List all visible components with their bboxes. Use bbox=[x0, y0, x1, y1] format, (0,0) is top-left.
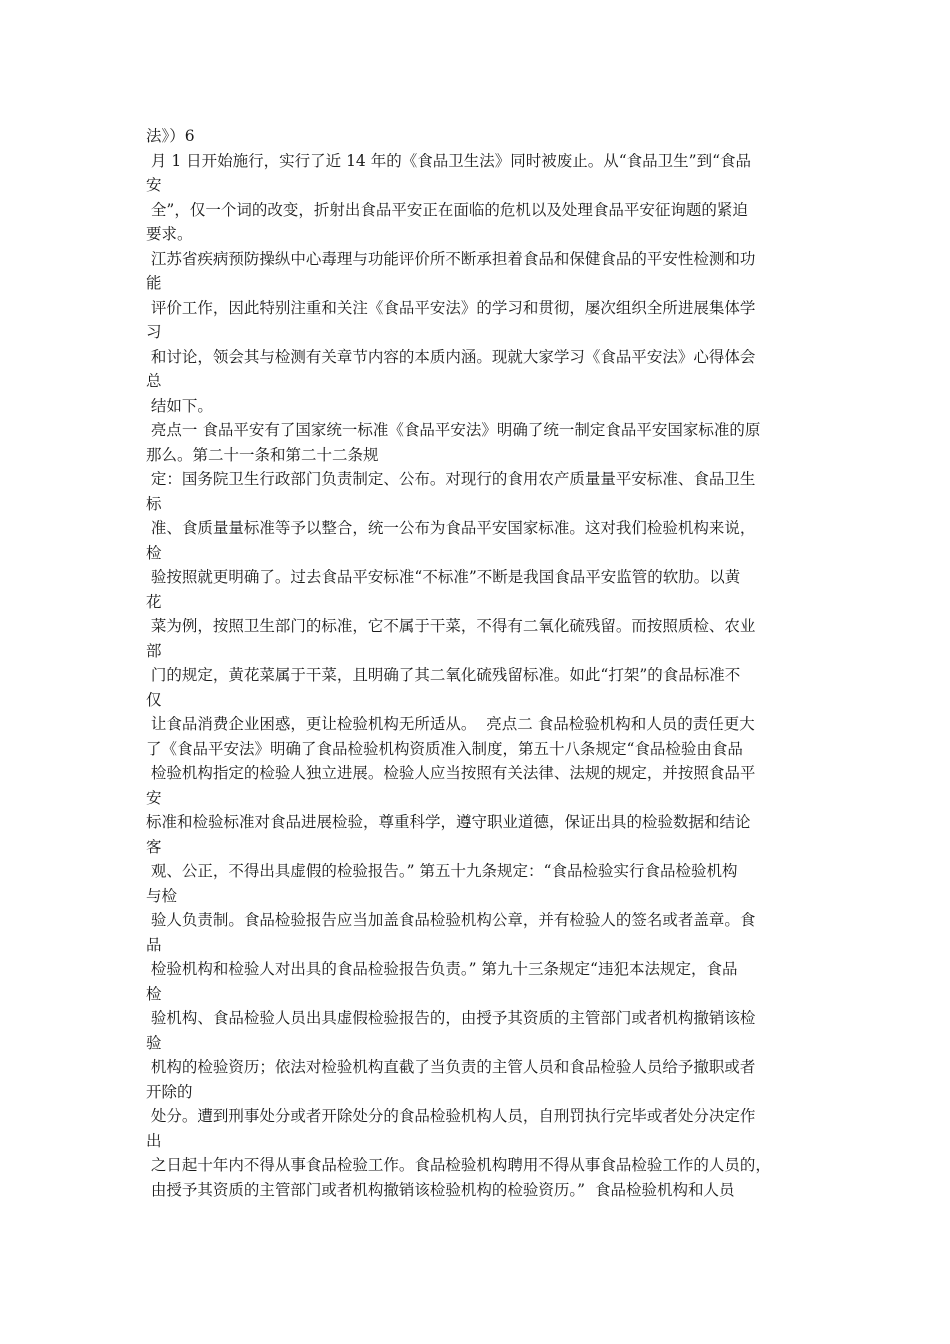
text-line: 验 bbox=[146, 1033, 162, 1052]
text-line: 习 bbox=[146, 323, 162, 341]
text-line: 部 bbox=[146, 641, 162, 660]
text-line: 准、食质量量标准等予以整合，统一公布为食品平安国家标准。这对我们检验机构来说， bbox=[146, 519, 756, 537]
text-line: 验机构、食品检验人员出具虚假检验报告的，由授予其资质的主管部门或者机构撤销该检 bbox=[146, 1009, 756, 1027]
text-line: 那么。第二十一条和第二十二条规 bbox=[146, 445, 379, 464]
text-line: 检 bbox=[146, 543, 162, 562]
text-line: 让食品消费企业困惑，更让检验机构无所适从。 亮点二 食品检验机构和人员的责任更大 bbox=[146, 715, 755, 733]
text-line: 与检 bbox=[146, 886, 178, 905]
text-line: 品 bbox=[146, 935, 162, 954]
text-line: 和讨论，领会其与检测有关章节内容的本质内涵。现就大家学习《食品平安法》心得体会 bbox=[146, 347, 756, 366]
text-line: 能 bbox=[146, 274, 162, 292]
text-line: 结如下。 bbox=[146, 396, 213, 415]
text-line: 花 bbox=[146, 592, 162, 611]
text-line: 仅 bbox=[146, 690, 162, 709]
text-line: 门的规定，黄花菜属于干菜，且明确了其二氧化硫残留标准。如此“打架”的食品标准不 bbox=[146, 666, 741, 684]
text-line: 之日起十年内不得从事食品检验工作。食品检验机构聘用不得从事食品检验工作的人员的， bbox=[146, 1156, 771, 1174]
text-line: 江苏省疾病预防操纵中心毒理与功能评价所不断承担着食品和保健食品的平安性检测和功 bbox=[146, 249, 756, 268]
text-line: 标准和检验标准对食品进展检验，尊重科学，遵守职业道德，保证出具的检验数据和结论 bbox=[146, 813, 751, 831]
text-line: 检验机构指定的检验人独立进展。检验人应当按照有关法律、法规的规定，并按照食品平 bbox=[146, 764, 756, 782]
text-line: 亮点一 食品平安有了国家统一标准《食品平安法》明确了统一制定食品平安国家标准的原 bbox=[146, 421, 761, 439]
text-line: 要求。 bbox=[146, 225, 193, 243]
text-line: 观、公正，不得出具虚假的检验报告。” 第五十九条规定：“食品检验实行食品检验机构 bbox=[146, 862, 738, 880]
text-line: 验按照就更明确了。过去食品平安标准“不标准”不断是我国食品平安监管的软肋。以黄 bbox=[146, 568, 741, 586]
body-text bbox=[146, 124, 816, 1202]
text-line: 安 bbox=[146, 788, 162, 807]
text-line: 评价工作，因此特别注重和关注《食品平安法》的学习和贯彻，屡次组织全所进展集体学 bbox=[146, 298, 756, 317]
text-line: 出 bbox=[146, 1131, 162, 1150]
text-line: 处分。遭到刑事处分或者开除处分的食品检验机构人员，自刑罚执行完毕或者处分决定作 bbox=[146, 1107, 756, 1125]
text-line: 法》）6 bbox=[146, 127, 195, 145]
text-line: 客 bbox=[146, 837, 162, 856]
text-line: 定：国务院卫生行政部门负责制定、公布。对现行的食用农产质量量平安标准、食品卫生 bbox=[146, 470, 756, 488]
text-line: 检验机构和检验人对出具的食品检验报告负责。” 第九十三条规定“违犯本法规定，食品 bbox=[146, 960, 738, 978]
text-line: 全”，仅一个词的改变，折射出食品平安正在面临的危机以及处理食品平安征询题的紧迫 bbox=[146, 200, 748, 219]
text-line: 安 bbox=[146, 176, 162, 194]
text-line: 标 bbox=[146, 494, 162, 513]
text-line: 了《食品平安法》明确了食品检验机构资质准入制度，第五十八条规定“食品检验由食品 bbox=[146, 739, 743, 758]
text-line: 总 bbox=[146, 372, 162, 390]
text-line: 机构的检验资历；依法对检验机构直截了当负责的主管人员和食品检验人员给予撤职或者 bbox=[146, 1058, 756, 1076]
text-line: 开除的 bbox=[146, 1082, 193, 1101]
text-line: 月 1 日开始施行，实行了近 14 年的《食品卫生法》同时被废止。从“食品卫生”到“食品 bbox=[146, 151, 751, 170]
text-line: 菜为例，按照卫生部门的标准，它不属于干菜，不得有二氧化硫残留。而按照质检、农业 bbox=[146, 617, 756, 635]
text-line: 由授予其资质的主管部门或者机构撤销该检验机构的检验资历。” 食品检验机构和人员 bbox=[146, 1180, 735, 1199]
text-line: 验人负责制。食品检验报告应当加盖食品检验机构公章，并有检验人的签名或者盖章。食 bbox=[146, 911, 756, 929]
text-line: 检 bbox=[146, 984, 162, 1003]
